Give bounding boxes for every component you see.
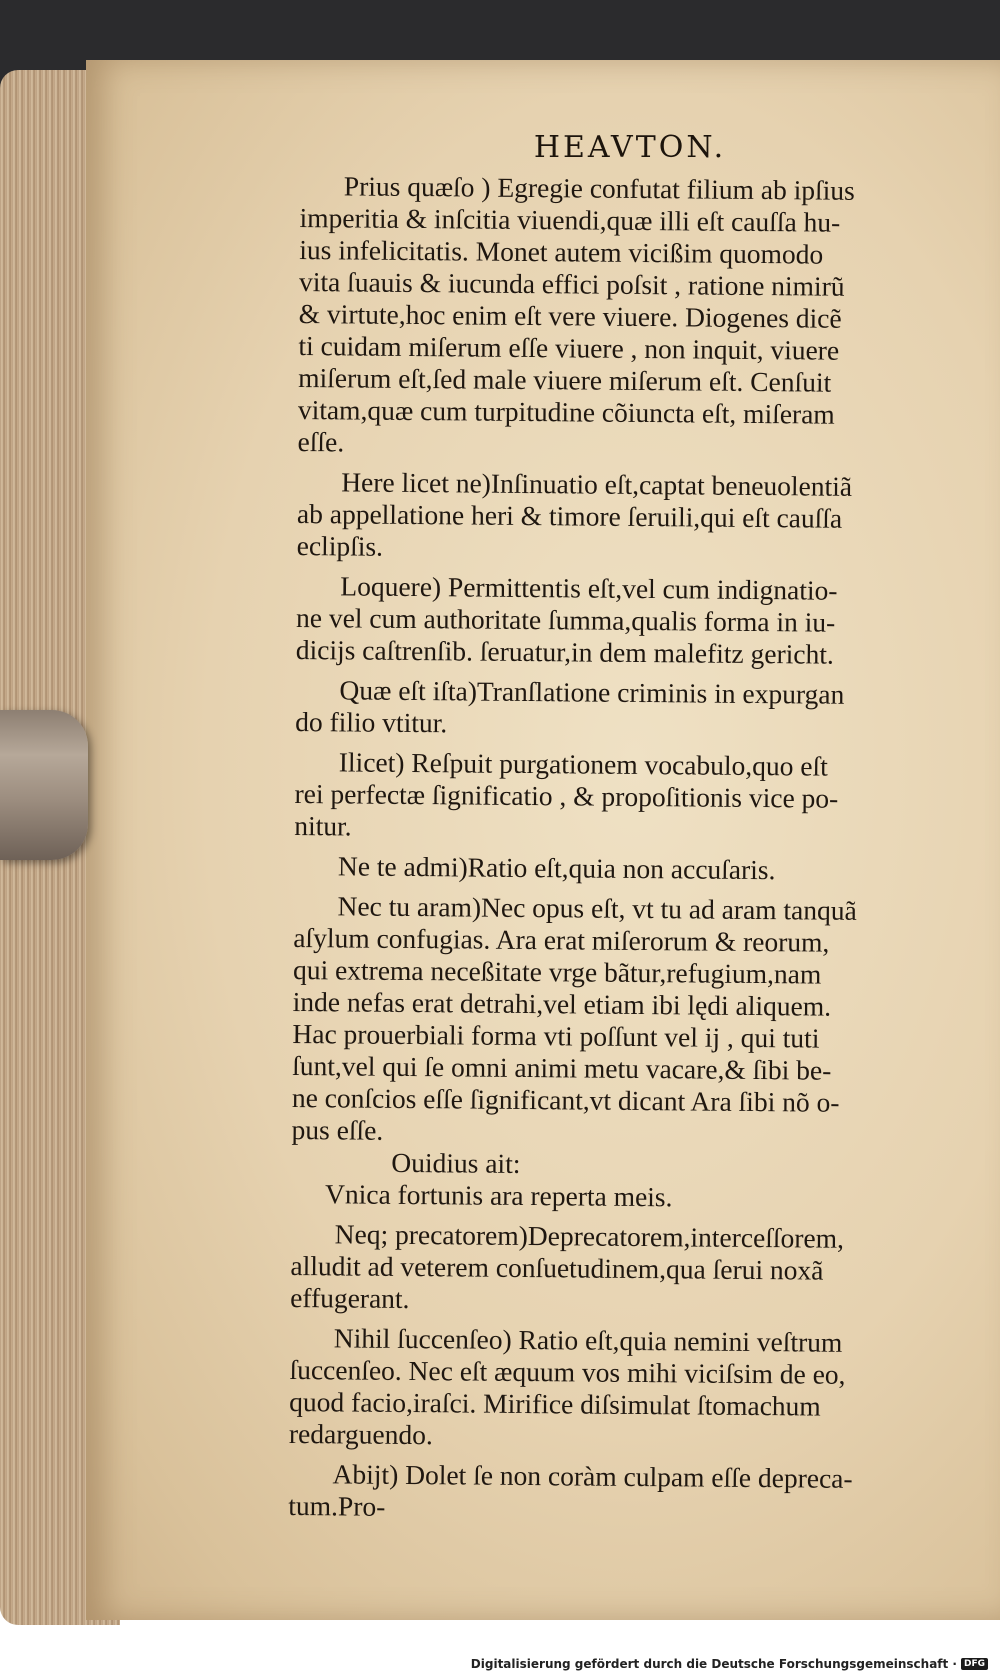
text-line: ius infelicitatis. Monet autem vicißim quomodo [299, 233, 824, 270]
text-line: pus eſſe. [291, 1113, 384, 1146]
text-line: Here licet ne)Inſinuatio eſt,captat beneuolentiã [341, 466, 853, 502]
paragraph [296, 570, 939, 672]
paragraph [294, 850, 936, 888]
commentary-text [288, 170, 942, 1528]
running-header: HEAVTON. [533, 130, 727, 165]
paragraph [297, 170, 941, 464]
text-line: Nihil ſuccenſeo) Ratio eſt,quia nemini veſtrum [333, 1322, 843, 1358]
text-line: vita ſuauis & iucunda effici poſsit , ratione nimirũ [298, 265, 845, 302]
digitization-credit [471, 1657, 988, 1671]
paragraph [290, 1218, 933, 1320]
text-line: eclipſis. [296, 529, 384, 562]
text-line: alludit ad veterem conſuetudinem,qua ſerui noxã [290, 1249, 824, 1286]
text-line: Prius quæſo ) Egregie confutat filium ab ipſius [343, 170, 855, 206]
text-line: nitur. [294, 809, 352, 842]
text-line: eſſe. [297, 425, 345, 458]
dfg-logo-icon: DFG [961, 1658, 988, 1670]
text-line: Ne te admi)Ratio eſt,quia non accuſaris. [337, 850, 776, 886]
text-line: ab appellatione heri & timore ſeruili,qui eſt cauſſa [296, 497, 843, 534]
text-line: effugerant. [290, 1281, 410, 1314]
text-line: Quæ eſt iſta)Tranſlatione criminis in expurgan [339, 674, 845, 710]
paragraph [297, 466, 940, 568]
text-line: Loquere) Permittentis eſt,vel cum indignatio- [340, 570, 838, 606]
paragraph [291, 1178, 933, 1216]
text-line: rei perfectæ ſignificatio , & propoſitionis vice po- [294, 777, 839, 814]
text-line: Hac prouerbiali forma vti poſſunt vel ij , qui tuti [292, 1017, 820, 1054]
text-line: inde nefas erat detrahi,vel etiam ibi lędi aliquem. [292, 985, 832, 1022]
text-line: do filio vtitur. [295, 705, 448, 739]
text-line: ti cuidam miſerum eſſe viuere , non inquit, viuere [298, 329, 840, 366]
paragraph [288, 1458, 931, 1528]
text-line: ne vel cum authoritate ſumma,qualis forma in iu- [295, 601, 836, 638]
text-line: Ilicet) Reſpuit purgationem vocabulo,quo eſt [338, 746, 828, 782]
text-line: miſerum eſt,ſed male viuere miſerum eſt. Cenſuit [298, 361, 832, 398]
text-line: Abijt) Dolet ſe non coràm culpam eſſe depreca- [332, 1458, 853, 1494]
text-line: & virtute,hoc enim eſt vere viuere. Diogenes dicẽ [298, 297, 842, 334]
text-line: ſunt,vel qui ſe omni animi metu vacare,& ſibi be- [292, 1049, 832, 1086]
paragraph [291, 890, 935, 1152]
text-line: imperitia & inſcitia viuendi,quæ illi eſt cauſſa hu- [299, 201, 841, 238]
text-line: Vnica fortunis ara reperta meis. [324, 1178, 673, 1213]
credit-text: Digitalisierung gefördert durch die Deutsche Forschungsgemeinschaft · [470, 1657, 957, 1671]
paragraph [289, 1322, 932, 1456]
text-line: redarguendo. [288, 1417, 433, 1451]
text-line: qui extrema neceßitate vrge bãtur,refugium,nam [292, 953, 822, 990]
text-line: Neq; precatorem)Deprecatorem,interceſſorem, [334, 1218, 845, 1254]
book-clasp [0, 710, 88, 860]
text-line: vitam,quæ cum turpitudine cõiuncta eſt, miſeram [297, 393, 835, 430]
text-line: ne conſcios eſſe ſignificant,vt dicant Ara ſibi nõ o- [291, 1081, 840, 1118]
text-line: dicijs caſtrenſib. ſeruatur,in dem malefitz gericht. [295, 633, 834, 670]
text-line: aſylum confugias. Ara erat miſerorum & reorum, [293, 921, 830, 958]
footer-bar [0, 1625, 1000, 1679]
text-line: Nec tu aram)Nec opus eſt, vt tu ad aram tanquã [337, 890, 857, 926]
text-line: tum.Pro- [288, 1489, 386, 1522]
paragraph [294, 746, 937, 848]
paragraph [295, 674, 938, 744]
text-line: quod facio,iraſci. Mirifice diſsimulat ſtomachum [289, 1385, 821, 1422]
text-line: ſuccenſeo. Nec eſt æquum vos mihi viciſsim de eo, [289, 1353, 846, 1390]
text-line: Ouidius ait: [391, 1146, 521, 1179]
